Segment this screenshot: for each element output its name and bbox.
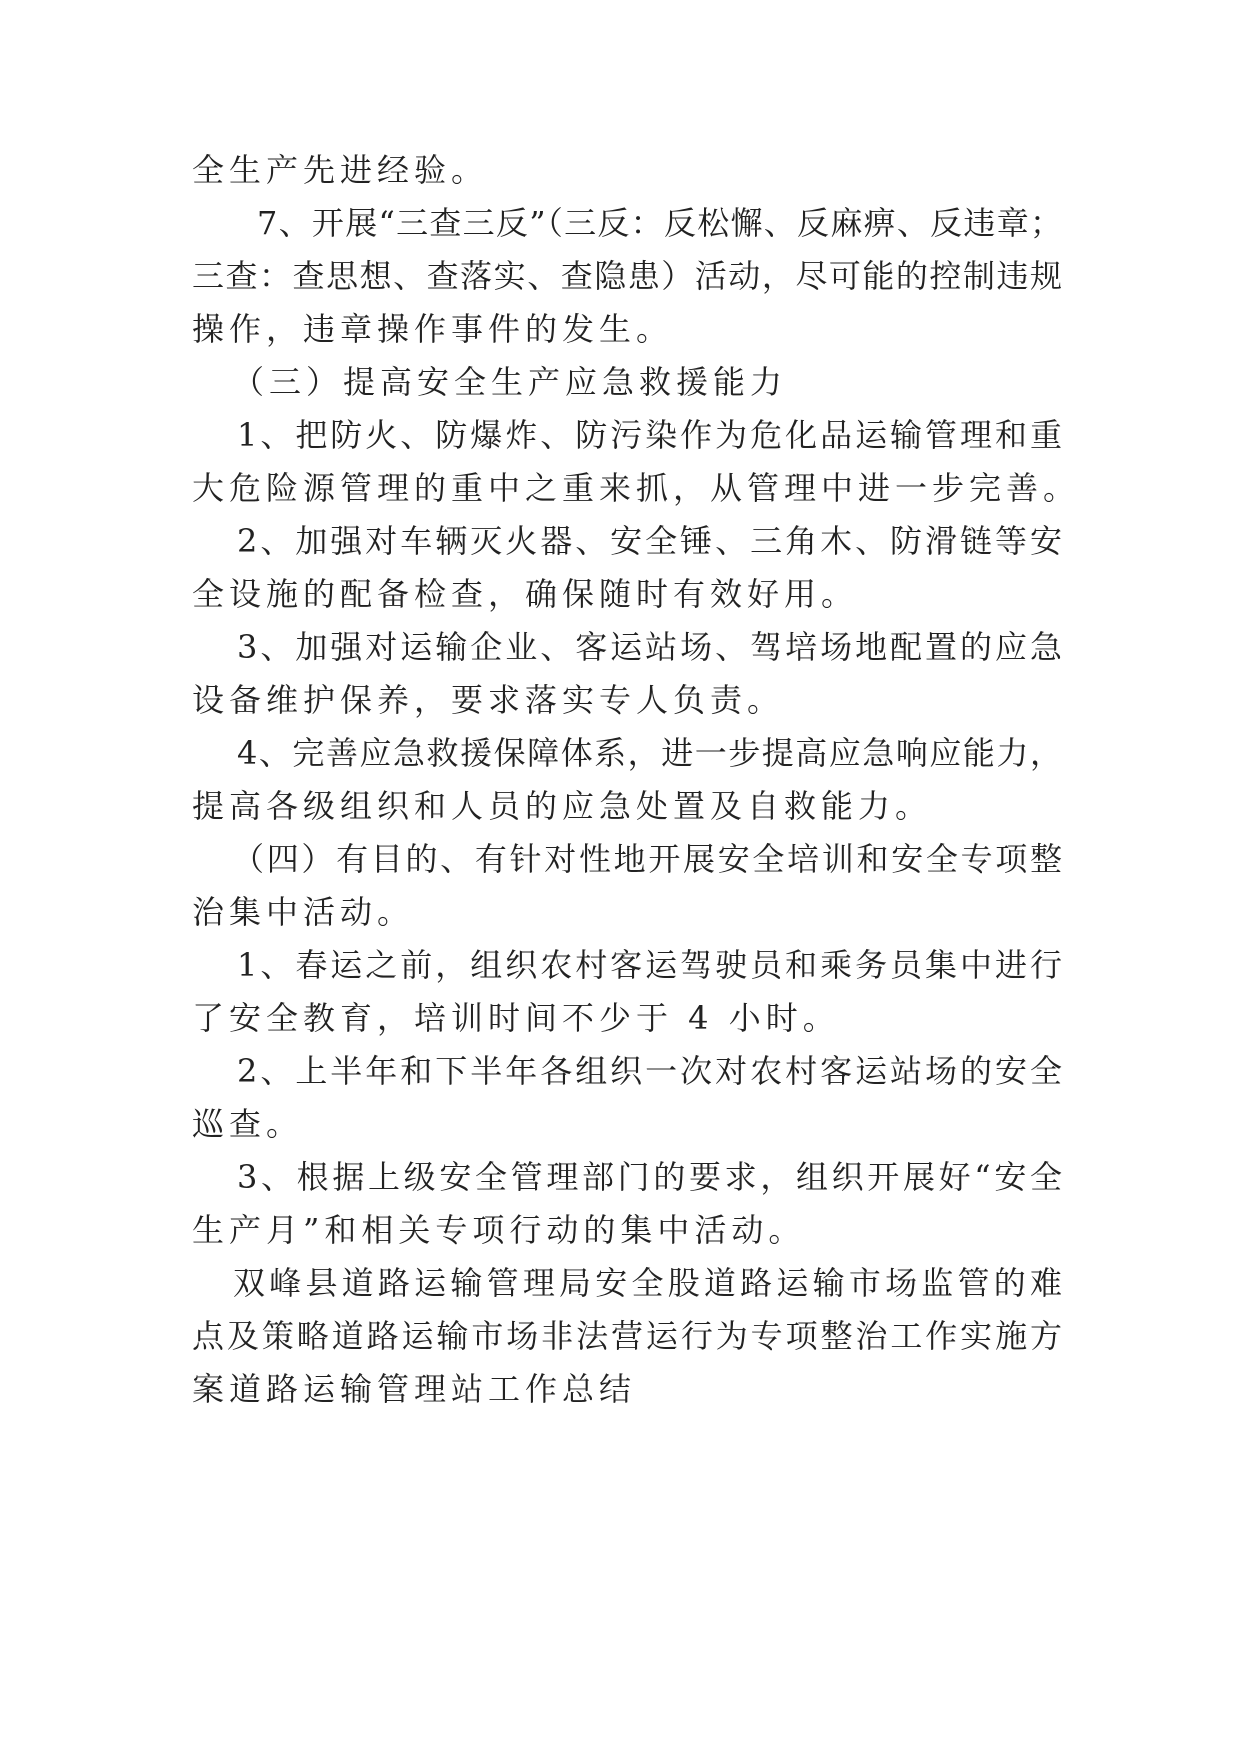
- section-heading: （三）提高安全生产应急救援能力: [232, 363, 788, 401]
- text-line: 大危险源管理的重中之重来抓，从管理中进一步完善。: [192, 469, 1081, 507]
- text-line: 1、春运之前，组织农村客运驾驶员和乘务员集中进行: [237, 946, 1062, 984]
- text-line: 巡查。: [192, 1105, 304, 1143]
- text-line: 1、把防火、防爆炸、防污染作为危化品运输管理和重: [237, 416, 1062, 454]
- text-line: 全设施的配备检查，确保随时有效好用。: [192, 575, 859, 613]
- text-line: 2、加强对车辆灭火器、安全锤、三角木、防滑链等安: [237, 522, 1062, 560]
- text-line: 4、完善应急救援保障体系，进一步提高应急响应能力，: [237, 734, 1062, 772]
- text-line: 双峰县道路运输管理局安全股道路运输市场监管的难: [233, 1264, 1062, 1302]
- text-line: 点及策略道路运输市场非法营运行为专项整治工作实施方: [192, 1317, 1062, 1355]
- text-line: 治集中活动。: [192, 893, 415, 931]
- text-line: 7、开展“三查三反”（三反：反松懈、反麻痹、反违章；: [257, 204, 1062, 242]
- text-line: 了安全教育，培训时间不少于 4 小时。: [192, 999, 840, 1037]
- text-line: 三查：查思想、查落实、查隐患）活动，尽可能的控制违规: [192, 257, 1062, 295]
- section-heading: （四）有目的、有针对性地开展安全培训和安全专项整: [232, 840, 1062, 878]
- text-line: 3、加强对运输企业、客运站场、驾培场地配置的应急: [237, 628, 1062, 666]
- text-line: 2、上半年和下半年各组织一次对农村客运站场的安全: [237, 1052, 1062, 1090]
- text-line: 全生产先进经验。: [192, 151, 489, 189]
- text-line: 案道路运输管理站工作总结: [192, 1370, 637, 1408]
- text-line: 设备维护保养，要求落实专人负责。: [192, 681, 785, 719]
- text-line: 生产月”和相关专项行动的集中活动。: [192, 1211, 806, 1249]
- text-line: 操作，违章操作事件的发生。: [192, 310, 674, 348]
- text-line: 3、根据上级安全管理部门的要求，组织开展好“安全: [237, 1158, 1062, 1196]
- text-line: 提高各级组织和人员的应急处置及自救能力。: [192, 787, 933, 825]
